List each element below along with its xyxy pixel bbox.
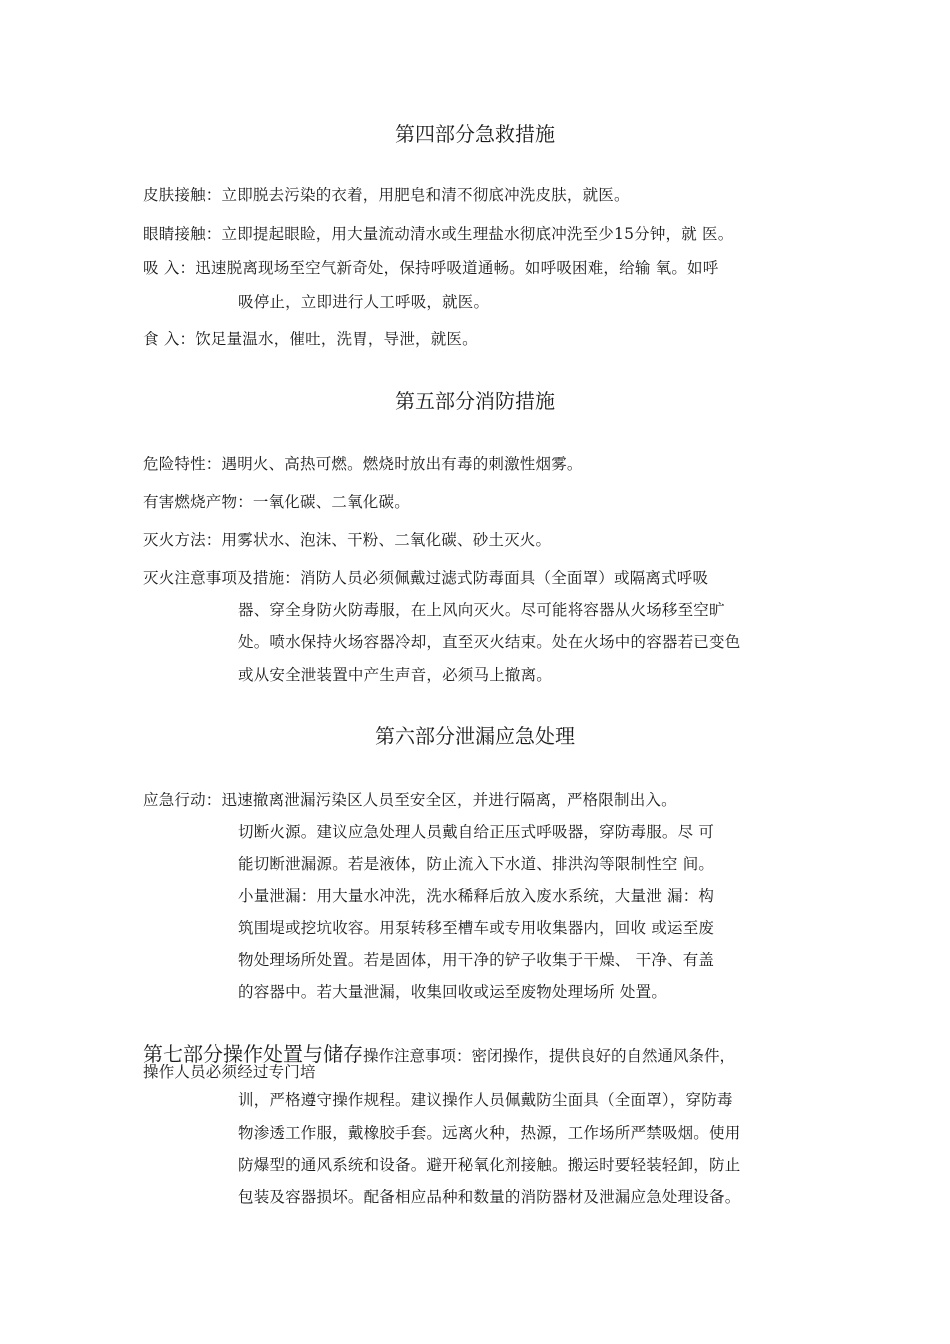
fire-precautions-cont-3: 或从安全泄装置中产生声音，必须马上撤离。 [238,666,553,684]
emergency-action-cont-5: 物处理场所处置。若是固体，用干净的铲子收集于干燥、 干净、有盖 [238,951,715,969]
handling-notes-line-2: 操作人员必须经过专门培 [143,1063,316,1081]
emergency-action-line: 应急行动：迅速撤离泄漏污染区人员至安全区，并进行隔离，严格限制出入。 [143,791,677,809]
inhalation-line: 吸 入：迅速脱离现场至空气新奇处，保持呼吸道通畅。如呼吸困难，给输 氧。如呼 [143,259,719,277]
extinguish-method-line: 灭火方法：用雾状水、泡沫、干粉、二氧化碳、砂土灭火。 [143,531,552,549]
handling-notes-cont-4: 包装及容器损坏。配备相应品种和数量的消防器材及泄漏应急处理设备。 [238,1188,741,1206]
handling-notes-cont-1: 训，严格遵守操作规程。建议操作人员佩戴防尘面具（全面罩），穿防毒 [238,1091,733,1109]
section-7-title: 第七部分操作处置与储存 [143,1042,363,1066]
handling-notes-cont-3: 防爆型的通风系统和设备。避开秘氧化剂接触。搬运时要轻装轻卸，防止 [238,1156,741,1174]
emergency-action-cont-4: 筑围堤或挖坑收容。用泵转移至槽车或专用收集器内，回收 或运至废 [238,919,715,937]
eye-contact-line: 眼睛接触：立即提起眼睑，用大量流动清水或生理盐水彻底冲洗至少15分钟，就 医。 [143,225,734,243]
section-5-title: 第五部分消防措施 [395,389,555,413]
emergency-action-cont-6: 的容器中。若大量泄漏，收集回收或运至废物处理场所 处置。 [238,983,668,1001]
emergency-action-cont-1: 切断火源。建议应急处理人员戴自给正压式呼吸器，穿防毒服。尽 可 [238,823,715,841]
fire-precautions-line: 灭火注意事项及措施：消防人员必须佩戴过滤式防毒面具（全面罩）或隔离式呼吸 [143,569,709,587]
inhalation-line-cont: 吸停止，立即进行人工呼吸，就医。 [238,293,490,311]
combustion-products-line: 有害燃烧产物：一氧化碳、二氧化碳。 [143,493,410,511]
handling-notes-start: 操作注意事项：密闭操作，提供良好的自然通风条件， [363,1047,736,1065]
fire-precautions-cont-1: 器、穿全身防火防毒服，在上风向灭火。尽可能将容器从火场移至空旷 [238,601,725,619]
skin-contact-line: 皮肤接触：立即脱去污染的衣着，用肥皂和清不彻底冲洗皮肤，就医。 [143,186,630,204]
fire-precautions-cont-2: 处。喷水保持火场容器冷却，直至灭火结束。处在火场中的容器若已变色 [238,633,741,651]
handling-notes-cont-2: 物渗透工作服，戴橡胶手套。远离火种，热源，工作场所严禁吸烟。使用 [238,1124,741,1142]
section-6-title: 第六部分泄漏应急处理 [375,724,575,748]
emergency-action-cont-2: 能切断泄漏源。若是液体，防止流入下水道、排洪沟等限制性空 间。 [238,855,715,873]
section-4-title: 第四部分急救措施 [395,122,555,146]
hazard-property-line: 危险特性：遇明火、高热可燃。燃烧时放出有毒的刺激性烟雾。 [143,455,583,473]
emergency-action-cont-3: 小量泄漏：用大量水冲洗，洗水稀释后放入废水系统，大量泄 漏：构 [238,887,715,905]
ingestion-line: 食 入：饮足量温水，催吐，洗胃，导泄，就医。 [143,330,478,348]
